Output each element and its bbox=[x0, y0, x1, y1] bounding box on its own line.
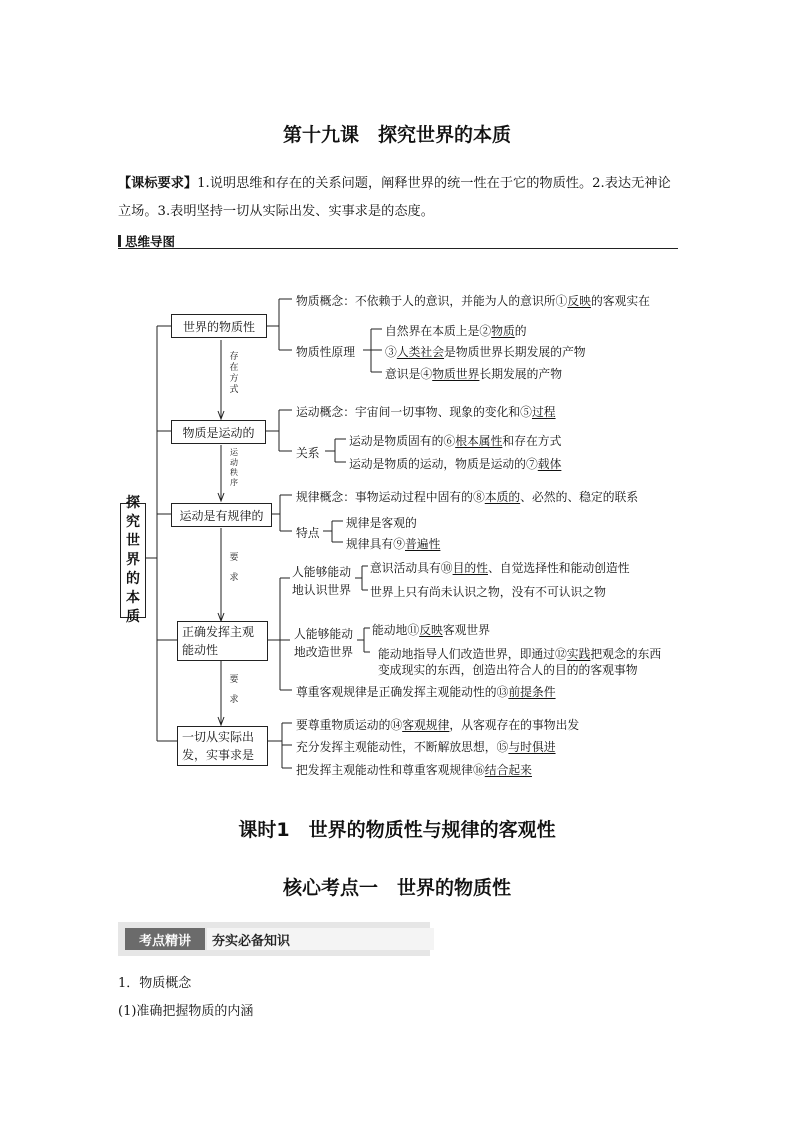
answer-4: 物质世界 bbox=[432, 367, 480, 381]
seek-advance: 充分发挥主观能动性，不断解放思想，⑮与时俱进 bbox=[296, 740, 556, 754]
node-motion-law bbox=[171, 503, 272, 527]
answer-16: 结合起来 bbox=[484, 763, 532, 777]
transform-practice: 能动地指导人们改造世界，即通过⑫实践把观念的东西 bbox=[378, 647, 662, 661]
relation-carrier: 运动是物质的运动，物质是运动的⑦载体 bbox=[349, 457, 562, 471]
cognize-purpose: 意识活动具有⑩目的性、自觉选择性和能动创造性 bbox=[370, 561, 630, 575]
answer-13: 前提条件 bbox=[508, 685, 556, 699]
answer-3: 人类社会 bbox=[396, 345, 445, 359]
mind-map-root bbox=[120, 495, 146, 625]
seek-respect-law: 要尊重物质运动的⑭客观规律，从客观存在的事物出发 bbox=[296, 718, 580, 732]
node-label: 世界的物质性 bbox=[182, 319, 255, 334]
answer-2: 物质 bbox=[491, 324, 515, 338]
connector-label-require-1: 要求 bbox=[229, 553, 239, 583]
answer-14: 客观规律 bbox=[402, 718, 450, 732]
matter-concept: 物质概念：不依赖于人的意识，并能为人的意识所①反映的客观实在 bbox=[296, 294, 650, 308]
node-seek-truth bbox=[177, 726, 268, 766]
answer-7: 载体 bbox=[537, 457, 562, 471]
node-label: 一切从实际出发，实事求是 bbox=[182, 730, 255, 762]
answer-8: 本质的 bbox=[484, 490, 521, 504]
point-1-heading: 1．物质概念 bbox=[118, 976, 192, 991]
banner-label-left: 考点精讲 bbox=[125, 928, 205, 950]
transform-create: 变成现实的东西，创造出符合人的目的的客观事物 bbox=[378, 663, 638, 677]
connector-label-existence: 存在方式 bbox=[229, 352, 239, 395]
answer-12: 实践 bbox=[566, 647, 591, 661]
answer-5: 过程 bbox=[531, 405, 556, 419]
lesson-title: 第十九课 探究世界的本质 bbox=[282, 124, 511, 146]
feature-universal: 规律具有⑨普遍性 bbox=[346, 537, 441, 551]
matter-principle: 物质性原理 bbox=[296, 345, 355, 359]
node-label: 物质是运动的 bbox=[182, 425, 255, 440]
cognize-knowable: 世界上只有尚未认识之物，没有不可认识之物 bbox=[370, 585, 606, 599]
principle-consciousness: 意识是④物质世界长期发展的产物 bbox=[385, 367, 562, 381]
feature-objective: 规律是客观的 bbox=[346, 516, 417, 530]
transform-reflect: 能动地⑪反映客观世界 bbox=[372, 623, 491, 637]
transform-world: 人能够能动地改造世界 bbox=[294, 627, 353, 659]
connector-label-require-2: 要求 bbox=[229, 675, 239, 705]
point-1-sub: (1)准确把握物质的内涵 bbox=[118, 1004, 254, 1019]
answer-10: 目的性 bbox=[452, 561, 488, 575]
node-label: 运动是有规律的 bbox=[179, 508, 264, 523]
requirements-text: 1.说明思维和存在的关系问题，阐释世界的统一性在于它的物质性。2.表达无神论立场。3.表明坚持一切从实际出发、实事求是的态度。 bbox=[118, 176, 671, 219]
connector-label-order: 运动秩序 bbox=[230, 448, 238, 487]
features-label: 特点 bbox=[296, 526, 320, 540]
banner-label-right: 夯实必备知识 bbox=[207, 928, 434, 950]
answer-9: 普遍性 bbox=[405, 537, 441, 551]
root-label: 探究世界的本质 bbox=[126, 495, 140, 625]
node-initiative bbox=[177, 621, 268, 661]
period-title: 课时1 世界的物质性与规律的客观性 bbox=[238, 819, 556, 841]
relation-label: 关系 bbox=[296, 446, 320, 460]
answer-1: 反映 bbox=[567, 294, 591, 308]
relation-attribute: 运动是物质固有的⑥根本属性和存在方式 bbox=[349, 434, 562, 448]
motion-concept: 运动概念：宇宙间一切事物、现象的变化和⑤过程 bbox=[296, 405, 556, 419]
mind-map-heading-text: 思维导图 bbox=[125, 234, 176, 249]
respect-law: 尊重客观规律是正确发挥主观能动性的⑬前提条件 bbox=[296, 685, 556, 699]
seek-combine: 把发挥主观能动性和尊重客观规律⑯结合起来 bbox=[296, 763, 532, 777]
answer-6: 根本属性 bbox=[455, 434, 503, 448]
principle-nature: 自然界在本质上是②物质的 bbox=[385, 324, 527, 338]
law-concept: 规律概念：事物运动过程中固有的⑧本质的、必然的、稳定的联系 bbox=[296, 490, 639, 504]
node-material-world bbox=[171, 314, 267, 338]
cognize-world: 人能够能动地认识世界 bbox=[292, 565, 351, 597]
requirements-tag: 【课标要求】 bbox=[118, 176, 198, 191]
answer-11: 反映 bbox=[419, 623, 443, 637]
answer-15: 与时俱进 bbox=[508, 740, 556, 754]
principle-society: ③人类社会是物质世界长期发展的产物 bbox=[385, 345, 586, 359]
node-matter-motion bbox=[171, 420, 266, 444]
core-point-title: 核心考点一 世界的物质性 bbox=[282, 877, 511, 899]
section-banner bbox=[118, 922, 430, 956]
node-label: 正确发挥主观能动性 bbox=[182, 625, 255, 657]
